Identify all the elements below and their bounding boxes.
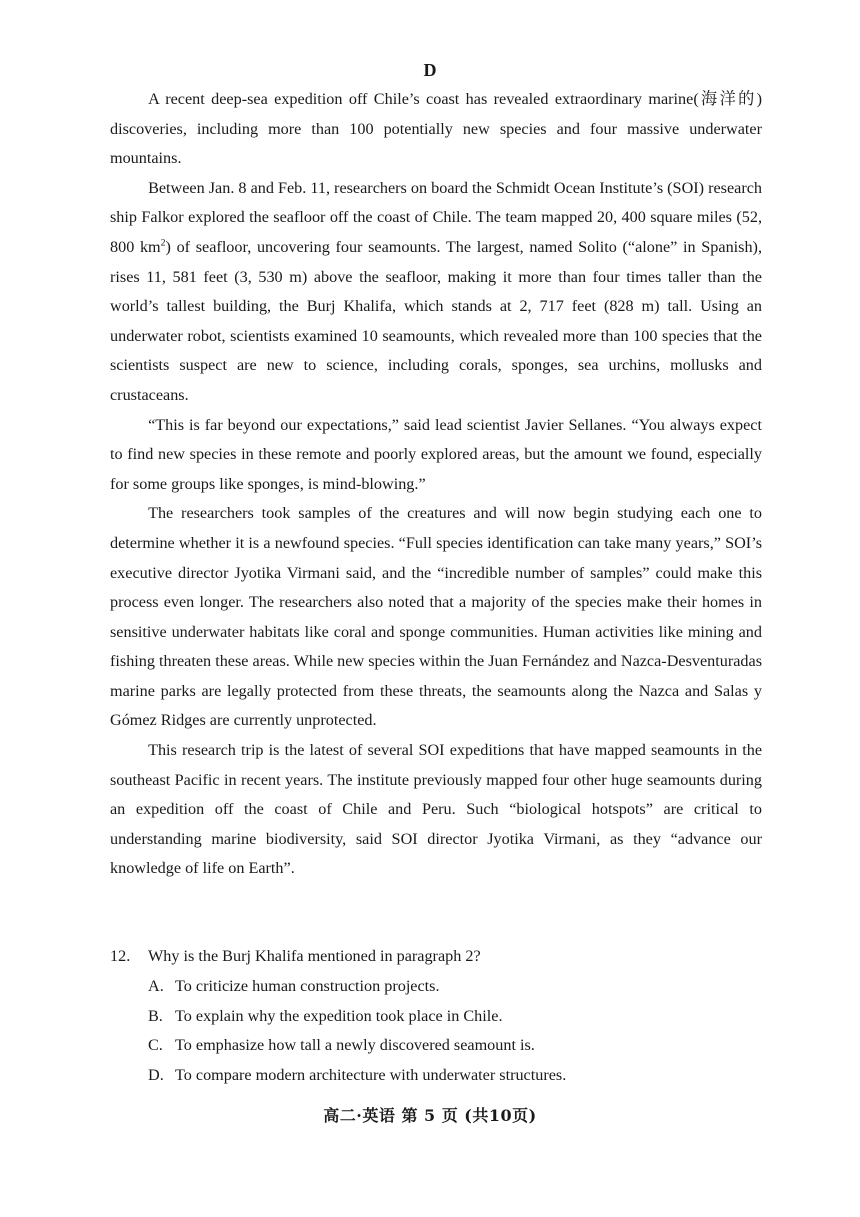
section-heading: D xyxy=(423,60,437,80)
paragraph-1: A recent deep-sea expedition off Chile’s coast has revealed extraordinary marine(海洋的) discoveries, including more than 100 potentially new species and four massive underwater mountains. xyxy=(110,90,762,168)
option-a[interactable] xyxy=(148,972,770,1002)
paragraph-5: This research trip is the latest of several SOI expeditions that have mapped seamounts in the southeast Pacific in recent years. The institute previously mapped four other huge seamounts during an expedition off the coast of Chile and Peru. Such “biological hotspots” are critical to understanding marine biodiversity, said SOI director Jyotika Virmani, as they “advance our knowledge of life on Earth”. xyxy=(110,741,762,878)
question-stem xyxy=(110,942,770,972)
question-12 xyxy=(110,942,770,1091)
option-letter: B. xyxy=(148,1006,163,1025)
paragraph-2-part-2: ) of seafloor, uncovering four seamounts. The largest, named Solito (“alone” in Spanish), rises 11, 581 feet (3, 530 m) above the seafloor, making it more than four times taller than the world’s tallest building, the Burj Khalifa, which stands at 2, 717 feet (828 m) tall. Using an underwater robot, scientists examined 10 seamounts, which revealed more than 100 species that the scientists suspect are new to science, including corals, sponges, sea urchins, mollusks and crustaceans. xyxy=(110,237,762,404)
option-c[interactable] xyxy=(148,1031,770,1061)
page-footer: 高二·英语 第 5 页 (共10页) xyxy=(323,1106,537,1125)
option-letter: D. xyxy=(148,1066,164,1085)
question-number: 12. xyxy=(110,947,131,965)
answer-options xyxy=(110,972,770,1091)
option-text: To criticize human construction projects. xyxy=(175,976,440,995)
option-letter: A. xyxy=(148,976,164,995)
option-text: To compare modern architecture with underwater structures. xyxy=(175,1066,567,1085)
option-text: To emphasize how tall a newly discovered seamount is. xyxy=(175,1036,535,1055)
option-d[interactable] xyxy=(148,1061,770,1091)
paragraph-3: “This is far beyond our expectations,” said lead scientist Javier Sellanes. “You always expect to find new species in these remote and poorly explored areas, but the amount we found, especially for some groups like sponges, is mind-blowing.” xyxy=(110,415,762,493)
reading-passage xyxy=(110,85,762,884)
option-text: To explain why the expedition took place in Chile. xyxy=(175,1006,503,1025)
superscript-2: 2 xyxy=(160,237,166,249)
option-b[interactable] xyxy=(148,1002,770,1032)
paragraph-2 xyxy=(110,174,762,411)
option-letter: C. xyxy=(148,1036,163,1055)
question-text: Why is the Burj Khalifa mentioned in paragraph 2? xyxy=(148,947,481,965)
paragraph-4: The researchers took samples of the creatures and will now begin studying each one to determine whether it is a newfound species. “Full species identification can take many years,” SOI’s executive director Jyotika Virmani said, and the “incredible number of samples” could make this process even longer. The researchers also noted that a majority of the species make their homes in sensitive underwater habitats like coral and sponge communities. Human activities like mining and fishing threaten these areas. While new species within the Juan Fernández and Nazca-Desventuradas marine parks are legally protected from these threats, the seamounts along the Nazca and Salas y Gómez Ridges are currently unprotected. xyxy=(110,504,762,730)
paragraph-2-part-1: Between Jan. 8 and Feb. 11, researchers on board the Schmidt Ocean Institute’s (SOI) research ship Falkor explored the seafloor off the coast of Chile. The team mapped 20, 400 square miles (52, 800 km xyxy=(110,178,762,256)
